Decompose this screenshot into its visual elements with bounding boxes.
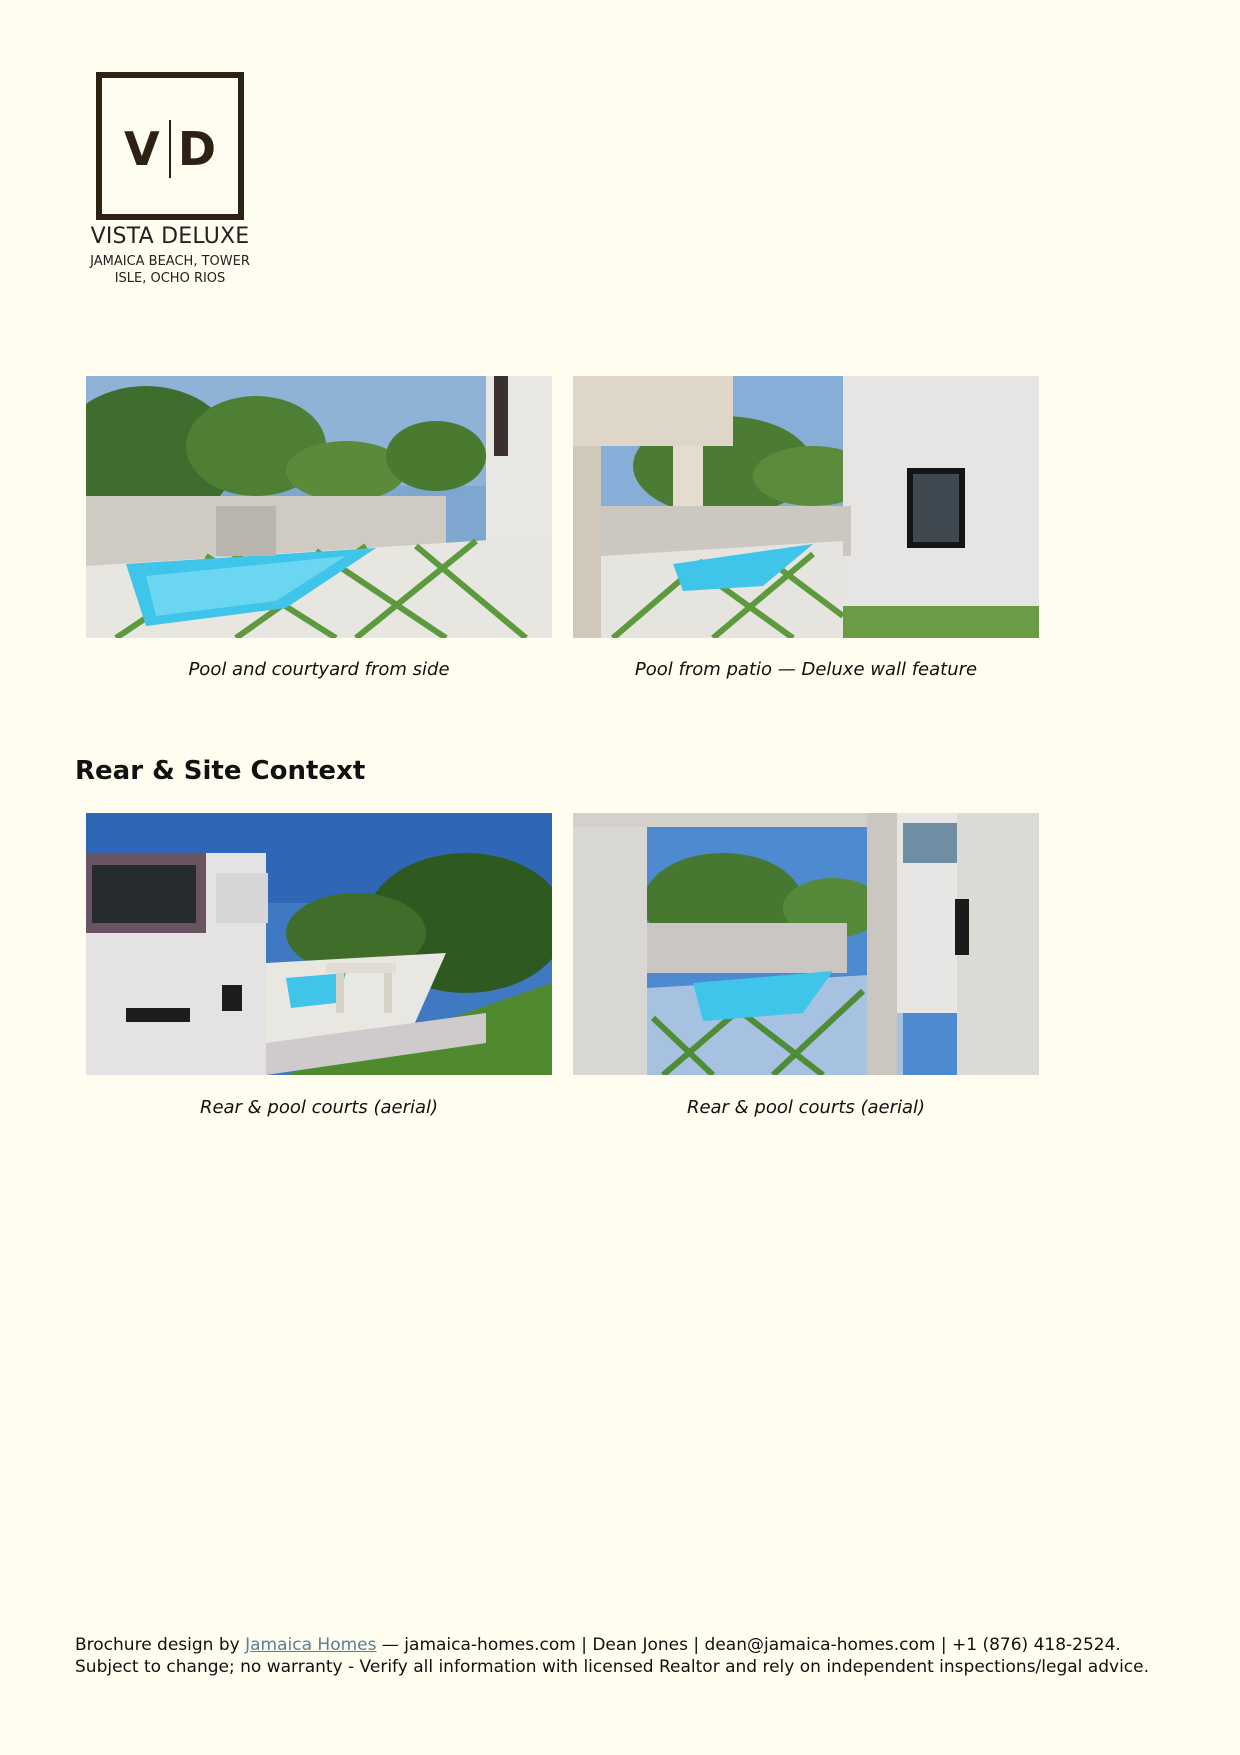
photo-pool-side (86, 376, 552, 638)
brand-location-line1: JAMAICA BEACH, TOWER (90, 254, 250, 269)
logo-letter-d: D (177, 122, 216, 176)
section-title-rear: Rear & Site Context (75, 756, 366, 786)
logo-divider (169, 120, 171, 178)
photo-rear-aerial-1 (86, 813, 552, 1075)
pool-side-render (86, 376, 552, 638)
footer-disclaimer (75, 1634, 1165, 1678)
photo-pool-patio (573, 376, 1039, 638)
rear-aerial-render-1 (86, 813, 552, 1075)
caption-rear-aerial-2: Rear & pool courts (aerial) (686, 1097, 926, 1118)
caption-pool-patio: Pool from patio — Deluxe wall feature (634, 659, 978, 680)
pool-patio-render (573, 376, 1039, 638)
rear-aerial-render-2 (573, 813, 1039, 1075)
caption-rear-aerial-1: Rear & pool courts (aerial) (199, 1097, 439, 1118)
caption-pool-side: Pool and courtyard from side (188, 659, 450, 680)
logo-mark (96, 72, 244, 220)
brand-name: VISTA DELUXE (90, 224, 250, 249)
brand-location (90, 253, 250, 287)
brand-location-line2: ISLE, OCHO RIOS (114, 271, 226, 286)
brand-logo (90, 72, 250, 287)
footer-prefix: Brochure design by (75, 1635, 240, 1655)
footer-details: — jamaica-homes.com | Dean Jones | dean@jamaica-homes.com | +1 (876) 418-2524. Subject to change; no warranty - Verify all information with licensed Realtor and rely on independent inspections/legal advice. (75, 1635, 1150, 1677)
logo-letter-v: V (124, 122, 160, 176)
photo-rear-aerial-2 (573, 813, 1039, 1075)
jamaica-homes-link[interactable]: Jamaica Homes (245, 1635, 377, 1655)
